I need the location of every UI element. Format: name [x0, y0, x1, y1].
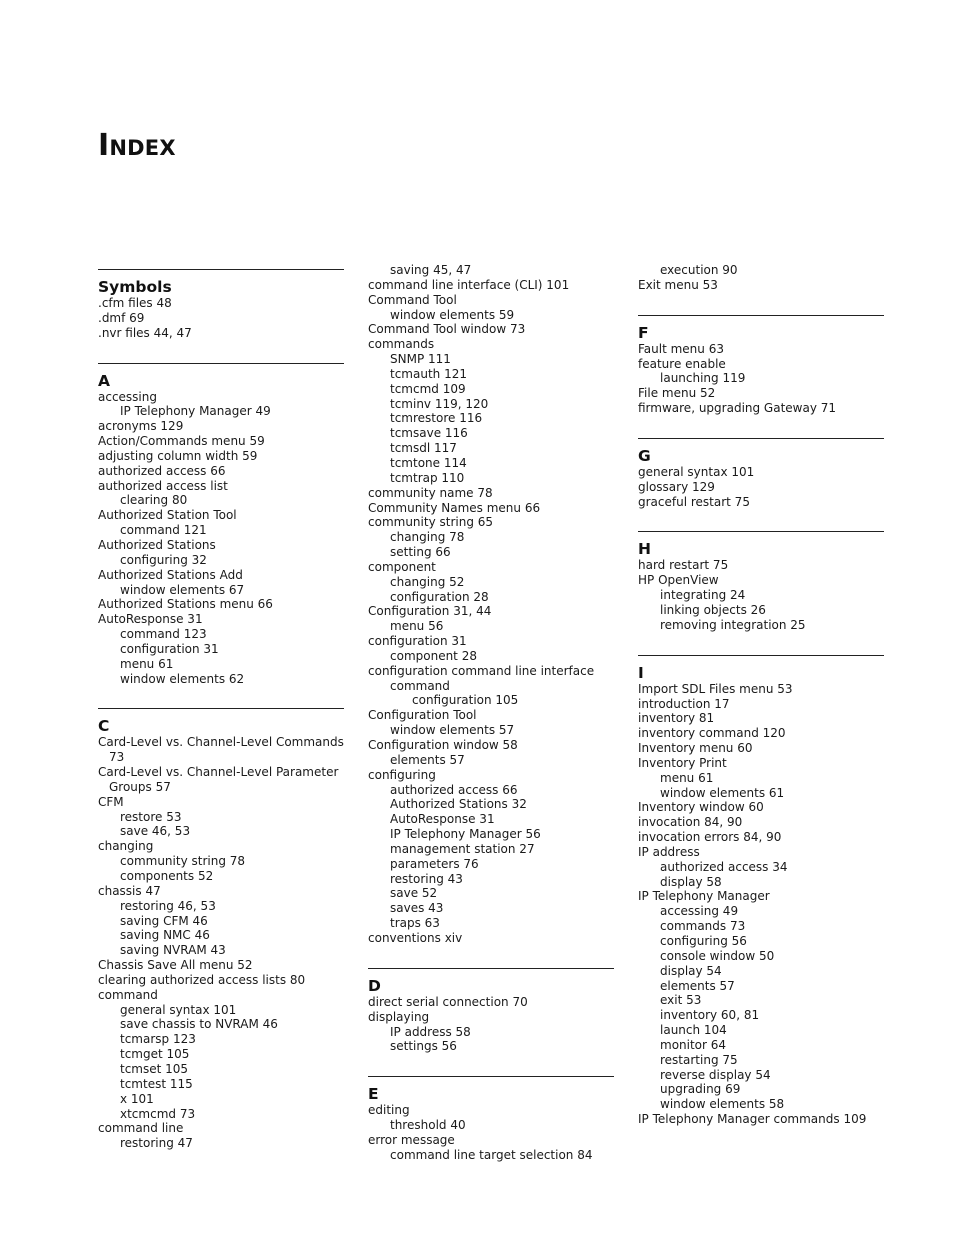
index-entry: configuration 31: [368, 634, 467, 649]
index-subentry: menu 61: [120, 656, 174, 671]
index-entry: configuration command line interface: [368, 663, 595, 678]
index-entry: changing: [98, 839, 154, 854]
section-letter-heading: I: [638, 663, 644, 682]
index-entry: Configuration Tool: [368, 708, 477, 723]
index-subentry: x 101: [120, 1091, 154, 1106]
index-subentry: save 46, 53: [120, 824, 191, 839]
index-subentry: command 123: [120, 627, 207, 642]
index-entry: Card-Level vs. Channel-Level Commands 73: [98, 735, 344, 765]
index-entry: CFM: [98, 794, 124, 809]
index-entry: invocation 84, 90: [638, 815, 743, 830]
index-subentry: restarting 75: [660, 1052, 738, 1067]
index-subentry: restoring 43: [390, 871, 463, 886]
index-entry: graceful restart 75: [638, 494, 750, 509]
index-subentry: tcmtone 114: [390, 455, 467, 470]
index-entry: Authorized Stations menu 66: [98, 597, 273, 612]
index-subentry: xtcmcmd 73: [120, 1106, 196, 1121]
index-entry: glossary 129: [638, 479, 715, 494]
index-entry: accessing: [98, 389, 157, 404]
index-entry: feature enable: [638, 356, 726, 371]
index-entry: Card-Level vs. Channel-Level Parameter Groups 57: [98, 765, 339, 794]
index-subentry: restoring 47: [120, 1136, 193, 1151]
section-letter-heading: H: [638, 540, 651, 559]
index-subentry: tcmsave 116: [390, 426, 468, 441]
index-entry: firmware, upgrading Gateway 71: [638, 401, 837, 416]
index-subentry: saving 45, 47: [390, 263, 472, 277]
index-entry: clearing authorized access lists 80: [98, 972, 306, 987]
index-entry: Authorized Station Tool: [98, 508, 237, 523]
index-column-1: [98, 263, 344, 1151]
index-entry: .cfm files 48: [98, 296, 172, 310]
index-subentry: configuration 31: [120, 641, 219, 656]
index-entry: File menu 52: [638, 386, 716, 401]
index-subentry: inventory 60, 81: [660, 1008, 760, 1023]
index-subentry: configuring 56: [660, 934, 747, 948]
index-entry: .nvr files 44, 47: [98, 325, 192, 340]
index-subentry: authorized access 34: [660, 859, 788, 874]
index-subentry: management station 27: [390, 841, 535, 856]
index-entry: command line interface (CLI) 101: [368, 277, 570, 292]
index-subentry: tcmtrap 110: [390, 470, 465, 485]
index-subentry: commands 73: [660, 919, 746, 934]
index-subentry: reverse display 54: [660, 1067, 771, 1082]
index-subentry: changing 78: [390, 530, 465, 545]
section-letter-heading: F: [638, 323, 649, 342]
index-section: [98, 269, 344, 341]
index-subentry: elements 57: [390, 752, 465, 767]
index-entry: command line: [98, 1121, 184, 1136]
index-subentry: IP Telephony Manager 49: [120, 404, 271, 419]
index-subentry: IP Telephony Manager 56: [390, 827, 541, 842]
index-subentry: menu 56: [390, 619, 444, 634]
index-subentry: restore 53: [120, 809, 182, 824]
index-entry: commands: [368, 337, 435, 352]
index-subentry: clearing 80: [120, 493, 188, 508]
index-subentry: tcminv 119, 120: [390, 396, 489, 411]
index-entry: configuring: [368, 767, 436, 782]
index-subentry: authorized access 66: [390, 782, 518, 797]
section-letter-heading: D: [368, 976, 381, 995]
index-subentry: restoring 46, 53: [120, 898, 216, 913]
index-subentry: component 28: [390, 648, 477, 663]
index-entry: invocation errors 84, 90: [638, 830, 782, 845]
index-section: [368, 968, 614, 1054]
index-subentry: exit 53: [660, 993, 702, 1008]
section-letter-heading: C: [98, 717, 110, 736]
index-entry: AutoResponse 31: [98, 612, 203, 627]
index-entry: Command Tool window 73: [368, 322, 526, 337]
index-section: [638, 315, 884, 416]
index-subentry: tcmsdl 117: [390, 441, 457, 456]
index-subentry: command: [390, 678, 450, 693]
index-entry: Configuration window 58: [368, 738, 518, 752]
index-subentry: accessing 49: [660, 904, 739, 919]
index-subentry: launching 119: [660, 371, 746, 386]
index-subentry: AutoResponse 31: [390, 812, 495, 827]
index-entry: authorized access list: [98, 478, 228, 493]
index-subentry: parameters 76: [390, 856, 479, 871]
index-entry: inventory command 120: [638, 726, 786, 741]
index-entry: inventory 81: [638, 711, 715, 726]
index-subentry: community string 78: [120, 854, 246, 869]
index-entry: editing: [368, 1103, 410, 1118]
index-entry: Import SDL Files menu 53: [638, 681, 793, 696]
section-letter-heading: G: [638, 446, 651, 465]
index-subentry: removing integration 25: [660, 617, 806, 632]
index-subentry: SNMP 111: [390, 352, 451, 367]
index-subentry: Authorized Stations 32: [390, 797, 527, 812]
index-entry: Authorized Stations Add: [98, 567, 243, 582]
index-entry: community name 78: [368, 485, 493, 500]
index-entry: Configuration 31, 44: [368, 604, 492, 619]
index-subentry: display 54: [660, 963, 722, 978]
index-entry: component: [368, 559, 436, 574]
index-subentry: saving CFM 46: [120, 913, 208, 928]
section-letter-heading: E: [368, 1085, 379, 1104]
index-entry: direct serial connection 70: [368, 994, 528, 1009]
section-letter-heading: Symbols: [98, 278, 172, 296]
index-subentry: settings 56: [390, 1039, 457, 1054]
index-subentry: threshold 40: [390, 1118, 466, 1133]
index-subentry: saves 43: [390, 901, 444, 916]
index-entry: adjusting column width 59: [98, 448, 258, 463]
index-subentry: IP address 58: [390, 1024, 471, 1039]
index-subentry: linking objects 26: [660, 602, 766, 617]
index-entry: IP Telephony Manager commands 109: [638, 1112, 867, 1127]
index-subentry: tcmrestore 116: [390, 411, 483, 426]
index-entry: Chassis Save All menu 52: [98, 958, 253, 973]
index-section: [638, 438, 884, 510]
index-section: [368, 1076, 614, 1162]
index-subentry: configuration 28: [390, 589, 489, 604]
index-entry: IP Telephony Manager: [638, 889, 770, 904]
index-subentry: execution 90: [660, 263, 738, 277]
index-entry: introduction 17: [638, 696, 730, 711]
index-subentry: window elements 61: [660, 785, 785, 800]
index-subentry: save 52: [390, 886, 438, 901]
index-entry: .dmf 69: [98, 310, 145, 325]
index-entry: Fault menu 63: [638, 341, 724, 356]
index-subentry: tcmarsp 123: [120, 1032, 196, 1047]
index-entry: acronyms 129: [98, 419, 184, 434]
index-entry: Inventory window 60: [638, 800, 764, 815]
index-entry: Action/Commands menu 59: [98, 434, 265, 449]
section-letter-heading: A: [98, 371, 110, 390]
index-entry: conventions xiv: [368, 930, 463, 945]
index-column-2: [368, 263, 614, 1163]
index-subentry: tcmcmd 109: [390, 381, 466, 396]
index-column-3: [638, 263, 884, 1127]
index-entry: Authorized Stations: [98, 537, 216, 552]
index-subentry: menu 61: [660, 770, 714, 785]
index-subentry: window elements 62: [120, 671, 245, 686]
index-section: [638, 655, 884, 1127]
index-subentry: monitor 64: [660, 1037, 727, 1052]
index-subentry: configuring 32: [120, 552, 207, 567]
index-entry: Exit menu 53: [638, 277, 718, 292]
index-subentry: window elements 59: [390, 307, 515, 322]
index-section: [638, 531, 884, 632]
index-entry: hard restart 75: [638, 558, 729, 573]
index-entry: error message: [368, 1132, 455, 1147]
index-entry: displaying: [368, 1009, 430, 1024]
index-subentry: setting 66: [390, 545, 451, 560]
index-subentry: window elements 57: [390, 723, 515, 738]
index-entry: general syntax 101: [638, 464, 755, 479]
index-subentry: display 58: [660, 874, 722, 889]
page-title: Index: [98, 128, 176, 163]
index-section: [98, 708, 344, 1151]
index-subentry: upgrading 69: [660, 1082, 741, 1097]
index-subentry: tcmget 105: [120, 1047, 190, 1062]
index-subentry: configuration 105: [412, 693, 519, 708]
index-subentry: saving NMC 46: [120, 928, 210, 943]
index-subentry: general syntax 101: [120, 1002, 237, 1017]
index-entry: authorized access 66: [98, 463, 226, 478]
index-subentry: tcmauth 121: [390, 366, 467, 381]
index-entry: chassis 47: [98, 883, 161, 898]
index-subentry: console window 50: [660, 948, 775, 963]
index-section-continued: [368, 263, 614, 946]
index-entry: Inventory Print: [638, 755, 727, 770]
index-subentry: window elements 67: [120, 582, 245, 597]
index-subentry: save chassis to NVRAM 46: [120, 1017, 278, 1032]
index-subentry: launch 104: [660, 1023, 727, 1038]
index-entry: Community Names menu 66: [368, 500, 541, 515]
index-subentry: command 121: [120, 523, 207, 538]
index-subentry: tcmset 105: [120, 1061, 189, 1076]
index-entry: community string 65: [368, 515, 494, 530]
index-subentry: command line target selection 84: [390, 1147, 593, 1162]
index-subentry: tcmtest 115: [120, 1076, 193, 1091]
index-subentry: saving NVRAM 43: [120, 943, 226, 958]
index-subentry: changing 52: [390, 574, 465, 589]
index-subentry: elements 57: [660, 978, 735, 993]
index-subentry: traps 63: [390, 916, 440, 931]
index-entry: command: [98, 987, 158, 1002]
index-subentry: integrating 24: [660, 588, 746, 603]
index-section: [98, 363, 344, 687]
index-subentry: window elements 58: [660, 1097, 785, 1112]
index-entry: HP OpenView: [638, 573, 719, 588]
index-entry: Inventory menu 60: [638, 741, 753, 756]
index-entry: Command Tool: [368, 292, 457, 307]
index-section-continued: [638, 263, 884, 293]
index-entry: IP address: [638, 844, 700, 859]
index-subentry: components 52: [120, 869, 214, 883]
